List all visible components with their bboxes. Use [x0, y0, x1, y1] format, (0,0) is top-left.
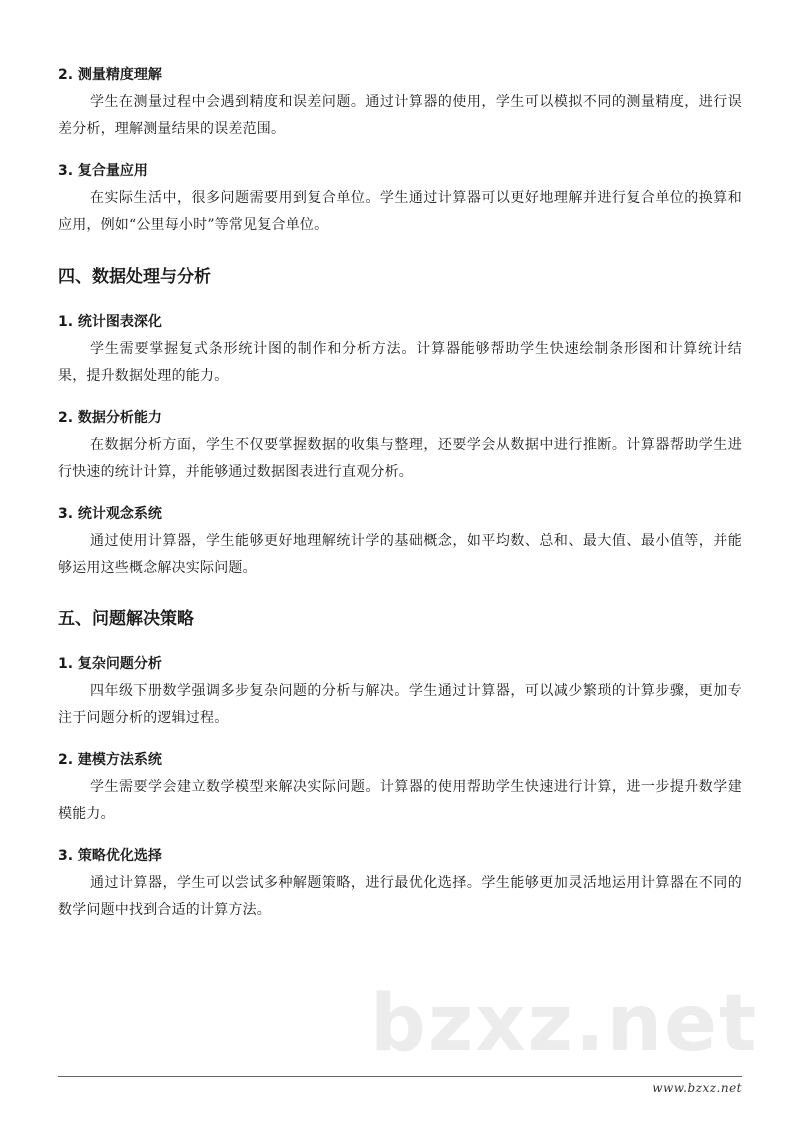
paragraph-strategy-optimization: 通过计算器，学生可以尝试多种解题策略，进行最优化选择。学生能够更加灵活地运用计算器在不同的数学问题中找到合适的计算方法。 — [58, 875, 742, 918]
paragraph-statistical-concepts: 通过使用计算器，学生能够更好地理解统计学的基础概念，如平均数、总和、最大值、最小值等，并能够运用这些概念解决实际问题。 — [58, 533, 742, 576]
subheading-data-analysis: 2. 数据分析能力 — [58, 410, 162, 426]
subheading-compound-quantity: 3. 复合量应用 — [58, 163, 148, 179]
paragraph-complex-problems: 四年级下册数学强调多步复杂问题的分析与解决。学生通过计算器，可以减少繁琐的计算步骤，更加专注于问题分析的逻辑过程。 — [58, 683, 742, 726]
subheading-modeling-methods: 2. 建模方法系统 — [58, 752, 162, 768]
paragraph-compound-quantity: 在实际生活中，很多问题需要用到复合单位。学生通过计算器可以更好地理解并进行复合单位的换算和应用，例如“公里每小时”等常见复合单位。 — [58, 190, 742, 233]
footer-url[interactable]: www.bzxz.net — [652, 1081, 742, 1095]
subheading-statistical-charts: 1. 统计图表深化 — [58, 314, 162, 330]
paragraph-statistical-charts: 学生需要掌握复式条形统计图的制作和分析方法。计算器能够帮助学生快速绘制条形图和计算统计结果，提升数据处理的能力。 — [58, 341, 742, 384]
subheading-strategy-optimization: 3. 策略优化选择 — [58, 848, 162, 864]
section-title-problem-solving: 五、问题解决策略 — [58, 609, 194, 629]
watermark: bzxz.net — [370, 979, 759, 1069]
section-title-data-processing: 四、数据处理与分析 — [58, 267, 211, 287]
subheading-complex-problems: 1. 复杂问题分析 — [58, 656, 162, 672]
paragraph-data-analysis: 在数据分析方面，学生不仅要掌握数据的收集与整理，还要学会从数据中进行推断。计算器帮助学生进行快速的统计计算，并能够通过数据图表进行直观分析。 — [58, 437, 742, 480]
subheading-measurement-precision: 2. 测量精度理解 — [58, 67, 162, 83]
subheading-statistical-concepts: 3. 统计观念系统 — [58, 506, 162, 522]
paragraph-measurement-precision: 学生在测量过程中会遇到精度和误差问题。通过计算器的使用，学生可以模拟不同的测量精度，进行误差分析，理解测量结果的误差范围。 — [58, 94, 742, 137]
paragraph-modeling-methods: 学生需要学会建立数学模型来解决实际问题。计算器的使用帮助学生快速进行计算，进一步提升数学建模能力。 — [58, 779, 742, 822]
footer-divider — [58, 1076, 742, 1077]
